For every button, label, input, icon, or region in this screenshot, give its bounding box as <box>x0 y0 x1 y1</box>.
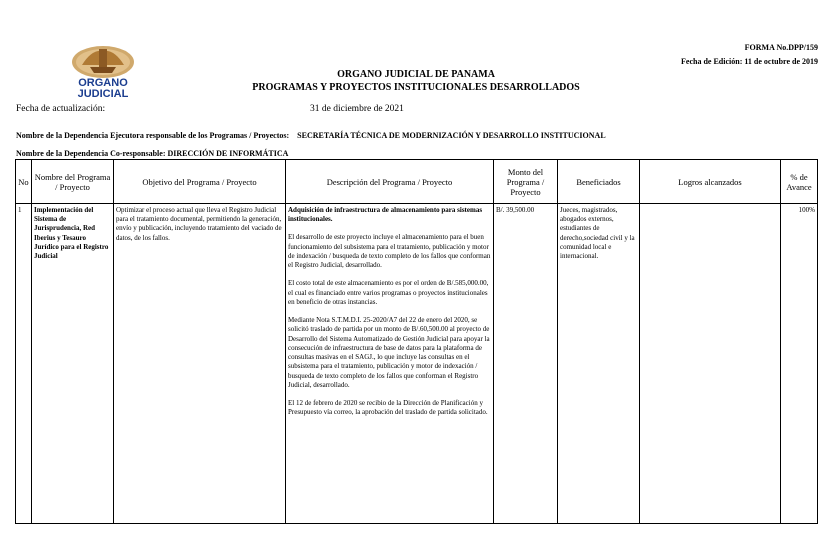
svg-text:ORGANO: ORGANO <box>78 77 128 89</box>
descripcion-paragraph-2: El costo total de este almacenamiento es por el orden de B/.585,000.00, el cual es financiado entre varios programas o proyectos institucionales en beneficio de otras instancias. <box>288 279 489 306</box>
dependencia-ejecutora-value: SECRETARÍA TÉCNICA DE MODERNIZACIÓN Y DESARROLLO INSTITUCIONAL <box>297 131 606 140</box>
col-header-nombre: Nombre del Programa / Proyecto <box>32 160 114 204</box>
cell-avance: 100% <box>781 204 818 524</box>
col-header-no: No <box>16 160 32 204</box>
dependencia-ejecutora <box>16 131 606 140</box>
col-header-avance: % de Avance <box>781 160 818 204</box>
dependencia-co-label: Nombre de la Dependencia Co-responsable: <box>16 149 166 158</box>
col-header-logros: Logros alcanzados <box>640 160 781 204</box>
cell-no: 1 <box>16 204 32 524</box>
col-header-objetivo: Objetivo del Programa / Proyecto <box>114 160 286 204</box>
col-header-descripcion: Descripción del Programa / Proyecto <box>286 160 494 204</box>
descripcion-paragraph-1: El desarrollo de este proyecto incluye el almacenamiento para el buen funcionamiento del subsistema para el tratamiento, publicación y motor de indexación / busqueda de texto completo de los fallos que conforman el Registro Judicial, desarrollado. <box>288 233 491 270</box>
svg-text:JUDICIAL: JUDICIAL <box>77 88 129 99</box>
dependencia-co-responsable <box>16 149 288 158</box>
descripcion-paragraph-3: Mediante Nota S.T.M.D.I. 25-2020/A7 del 22 de enero del 2020, se solicitó traslado de partida por un monto de B/.60,500.00 al proyecto de Desarrollo del Sistema Automatizado de Gestión Judicial para apoyar la consecución de infraestructura de base de datos para la plataforma de consultas masivas en el SAGJ., lo que incluye las consultas en el subsistema para el tratamiento, publicación y motor de indexación / busqueda de texto completo de los fallos que conforman el Registro Judicial, desarrollado. <box>288 316 490 389</box>
cell-beneficiados: Jueces, magistrados, abogados externos, estudiantes de derecho,sociedad civil y la comunidad local e internacional. <box>558 204 640 524</box>
table-header-row <box>16 160 818 204</box>
forma-number: FORMA No.DPP/159 <box>744 43 818 52</box>
fecha-actualizacion-label: Fecha de actualización: <box>16 104 106 114</box>
fecha-edicion: Fecha de Edición: 11 de octubre de 2019 <box>681 57 818 66</box>
programs-table <box>15 159 818 524</box>
program-title: PROGRAMAS Y PROYECTOS INSTITUCIONALES DESARROLLADOS <box>252 82 580 93</box>
dependencia-ejecutora-label: Nombre de la Dependencia Ejecutora responsable de los Programas / Proyectos: <box>16 131 290 140</box>
fecha-actualizacion-value: 31 de diciembre de 2021 <box>310 104 404 114</box>
descripcion-paragraph-4: El 12 de febrero de 2020 se recibio de la Dirección de Planificación y Presupuesto vía correo, la aprobación del traslado de partida solicitado. <box>288 398 488 417</box>
cell-monto: B/. 39,500.00 <box>494 204 558 524</box>
descripcion-title: Adquisición de infraestructura de almacenamiento para sistemas institucionales. <box>288 206 483 224</box>
cell-logros <box>640 204 781 524</box>
org-title: ORGANO JUDICIAL DE PANAMA <box>337 69 495 80</box>
col-header-beneficiados: Beneficiados <box>558 160 640 204</box>
table-row <box>16 204 818 524</box>
cell-nombre: Implementación del Sistema de Jurisprudencia, Red Iberius y Tesauro Jurídico para el Registro Judicial <box>32 204 114 524</box>
cell-descripcion <box>286 204 494 524</box>
dependencia-co-value: DIRECCIÓN DE INFORMÁTICA <box>167 149 289 158</box>
cell-objetivo: Optimizar el proceso actual que lleva el Registro Judicial para el tratamiento documental, permitiendo la generación, envío y publicación, incluyendo tratamiento del vaciado de datos, de los fallos. <box>114 204 286 524</box>
col-header-monto: Monto del Programa / Proyecto <box>494 160 558 204</box>
